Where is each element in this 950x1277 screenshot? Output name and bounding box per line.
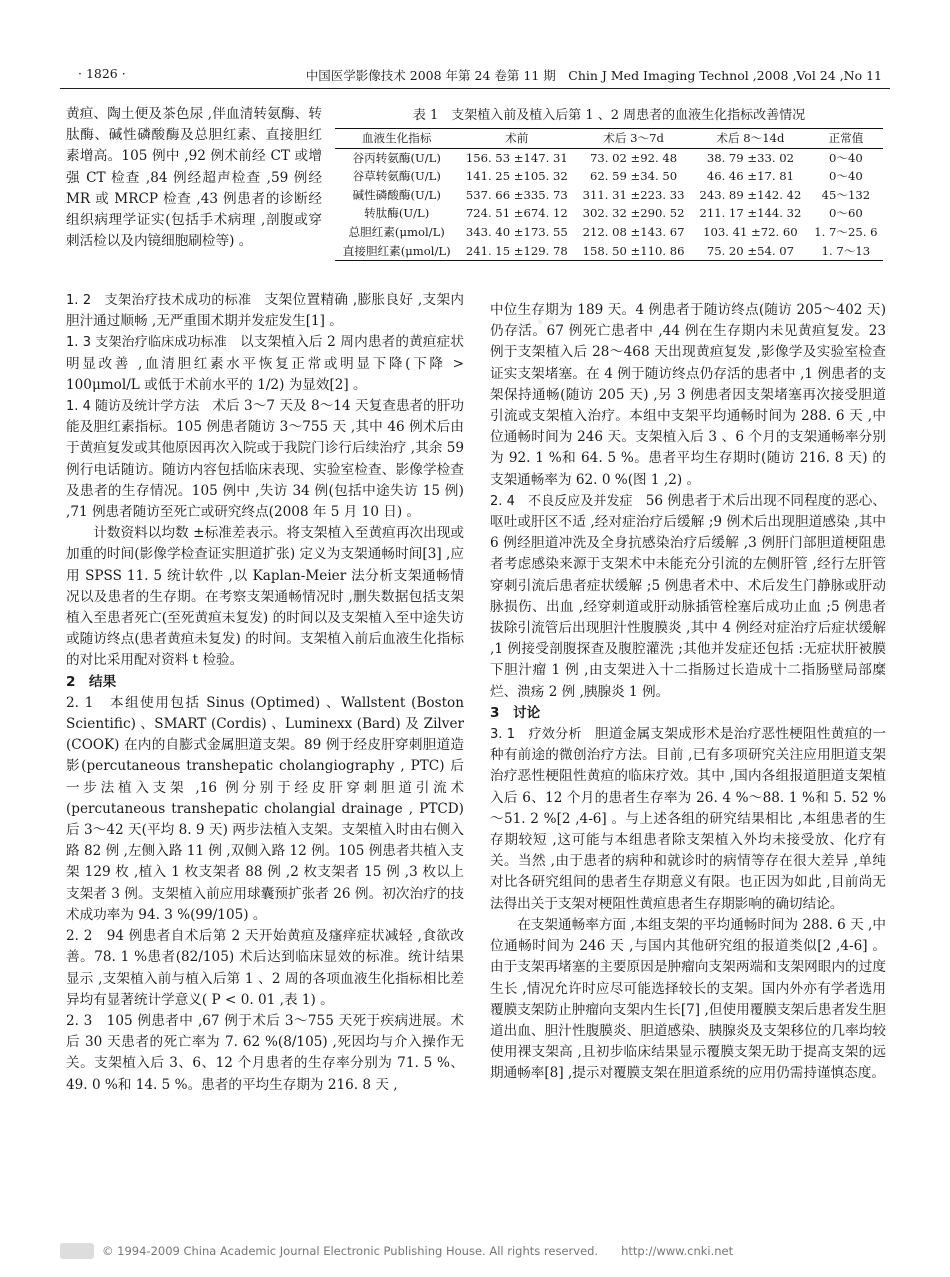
table-cell: 碱性磷酸酶(U/L) [352,187,441,202]
copyright-footer [60,1243,890,1259]
table-row [335,167,883,186]
section-1-3 [66,332,464,396]
section-2-4-body: 56 例患者于术后出现不同程度的恶心、呕吐或肝区不适 ,经对症治疗后缓解 ;9 例术后出现胆道感染 ,其中 6 例经胆道冲洗及全身抗感染治疗后缓解 ,3 例肝门部胆道梗阻患者考虑感染来源于支架术中未能充分引流的左侧肝管 ,经行左肝管穿刺引流后患者症状缓解 ;5 例患者术中、术后发生门静脉或肝动脉损伤、出血 ,经穿刺道或肝动脉插管栓塞后成功止血 ;5 例患者拔除引流管后出现胆汁性腹膜炎 ,其中 4 例经对症治疗后症状缓解 ,1 例接受剖腹探查及腹腔灌洗 ;其他并发症还包括 :无症状肝被膜下胆汁瘤 1 例 ,由支架进入十二指肠过长造成十二指肠壁局部糜烂、溃疡 2 例 ,胰腺炎 1 例。 [490,492,886,700]
section-1-3-heading: 1. 3 支架治疗临床成功标准 [66,335,241,351]
section-3-heading: 3 讨论 [490,704,541,721]
table-cell: 45～132 [821,187,871,202]
table-cell: 537. 66 ±335. 73 [465,187,568,202]
section-2-1: 2. 1 本组使用包括 Sinus (Optimed) 、Wallstent (Boston Scientific) 、SMART (Cordis) 、Luminexx (Bard) 及 Zilver (COOK) 在内的自膨式金属胆道支架。89 例于经皮肝穿刺胆道造影(percutaneous transhepatic cholangiography , PTC) 后一步法植入支架 ,16 例分别于经皮肝穿刺胆道引流术(percutaneous transhepatic cholangial drainage , PTCD) 后 3～42 天(平均 8. 9 天) 两步法植入支架。支架植入时由右侧入路 82 例 ,左侧入路 11 例 ,双侧入路 12 例。105 例患者共植入支架 129 枚 ,植入 1 枚支架者 88 例 ,2 枚支架者 15 例 ,3 枚以上支架者 3 例。支架植入前应用球囊预扩张者 26 例。初次治疗的技术成功率为 94. 3 %(99/105) 。 [66,694,464,923]
table-cell: 73. 02 ±92. 48 [590,150,678,165]
table-cell: 158. 50 ±110. 86 [575,242,692,261]
table-row [335,204,883,223]
section-3-1 [490,724,886,915]
table-cell: 241. 15 ±129. 78 [458,242,575,261]
section-1-4 [66,396,464,523]
table-header-cell: 正常值 [809,129,883,149]
table-cell: 724. 51 ±674. 12 [465,206,568,221]
table-cell: 103. 41 ±72. 60 [703,224,798,239]
table-header-cell: 术前 [458,129,575,149]
left-column-top [66,104,322,252]
table-header-cell: 术后 8～14d [692,129,809,149]
biochem-table [335,128,883,261]
table-cell: 141. 25 ±105. 32 [465,169,568,184]
section-3-1-heading: 3. 1 疗效分析 [490,727,596,743]
table-cell: 211. 17 ±144. 32 [699,206,802,221]
table-cell: 1. 7～13 [809,242,883,261]
section-1-2-body: 支架位置精确 ,膨胀良好 ,支架内胆汁通过顺畅 ,无严重围术期并发症发生[1] 。 [66,292,464,330]
table-header-row [335,129,883,149]
section-2-4 [490,491,886,703]
page-number: · 1826 · [78,66,126,81]
table-cell: 243. 89 ±142. 42 [699,187,802,202]
table-cell: 谷丙转氨酶(U/L) [352,150,441,165]
table-row [335,148,883,167]
table-cell: 62. 59 ±34. 50 [590,169,678,184]
table-cell: 直接胆红素(μmol/L) [335,242,458,261]
section-1-4-heading: 1. 4 随访及统计学方法 [66,399,213,415]
table-cell: 38. 79 ±33. 02 [706,150,794,165]
section-1-2-heading: 1. 2 支架治疗技术成功的标准 [66,293,265,308]
table-cell: 343. 40 ±173. 55 [465,224,568,239]
table-cell: 总胆红素(μmol/L) [348,224,445,239]
table-cell: 转肽酶(U/L) [364,206,430,221]
table-header-cell: 血液生化指标 [335,129,458,149]
table-title: 表 1 支架植入前及植入后第 1 、2 周患者的血液生化指标改善情况 [412,108,806,123]
section-2-3-continued: 中位生存期为 189 天。4 例患者于随访终点(随访 205～402 天) 仍存活。67 例死亡患者中 ,44 例在生存期内未见黄疸复发。23 例于支架植入后 28～468 天出现黄疸复发 ,影像学及实验室检查证实支架堵塞。在 4 例于随访终点仍存活的患者中 ,1 例患者的支架保持通畅(随访 205 天) ,另 3 例患者因支架堵塞再次接受胆道引流或支架植入治疗。本组中支架平均通畅时间为 288. 6 天 ,中位通畅时间为 246 天。支架植入后 3 、6 个月的支架通畅率分别为 92. 1 %和 64. 5 %。患者平均生存期时(随访 216. 8 天) 的支架通畅率为 62. 0 %(图 1 ,2) 。 [490,302,886,488]
table-row [335,186,883,205]
table-cell: 311. 31 ±223. 33 [582,187,685,202]
cnki-logo-icon [60,1243,94,1259]
journal-citation: 中国医学影像技术 2008 年第 24 卷第 11 期 Chin J Med Imaging Technol ,2008 ,Vol 24 ,No 11 [305,68,882,83]
table-cell: 75. 20 ±54. 07 [692,242,809,261]
table-cell: 1. 7～25. 6 [814,224,878,239]
table-row [335,223,883,242]
section-2-3: 2. 3 105 例患者中 ,67 例于术后 3～755 天死于疾病进展。术后 30 天患者的死亡率为 7. 62 %(8/105) ,死因均与介入操作无关。支架植入后 3、6、12 个月患者的生存率分别为 71. 5 %、49. 0 %和 14. 5 %。患者的平均生存期为 216. 8 天 , [66,1012,464,1093]
watermark: ····· [504,291,576,353]
intro-paragraph: 黄疸、陶土便及茶色尿 ,伴血清转氨酶、转肽酶、碱性磷酸酶及总胆红素、直接胆红素增高。105 例中 ,92 例术前经 CT 或增强 CT 检查 ,84 例经超声检查 ,59 例经 MR 或 MRCP 检查 ,43 例患者的诊断经组织病理学证实(包括手术病理 ,剖腹或穿刺活检以及内镜细胞刷检等) 。 [66,106,322,250]
section-3-1-body: 胆道金属支架成形术是治疗恶性梗阻性黄疸的一种有前途的微创治疗方法。目前 ,已有多项研究关注应用胆道支架治疗恶性梗阻性黄疸的临床疗效。其中 ,国内各组报道胆道支架植入后 6、12 个月的患者生存率为 26. 4 %～88. 1 %和 5. 52 %～51. 2 %[2 ,4-6] 。与上述各组的研究结果相比 ,本组患者的生存期较短 ,这可能与本组患者除支架植入外均未接受放、化疗有关。当然 ,由于患者的病种和就诊时的病情等存在很大差异 ,单纯对比各研究组间的患者生存期意义有限。也正因为如此 ,目前尚无法得出关于支架对梗阻性黄疸患者生存期影响的确切结论。 [490,726,886,912]
table-cell: 0～60 [829,206,863,221]
table-row [335,242,883,261]
table-cell: 谷草转氨酶(U/L) [352,169,441,184]
right-column [490,300,886,1085]
section-1-3-body: 以支架植入后 2 周内患者的黄疸症状明显改善 ,血清胆红素水平恢复正常或明显下降(下降 > 100μmol/L 或低于术前水平的 1/2) 为显效[2] 。 [66,334,464,393]
table-cell: 156. 53 ±147. 31 [465,150,568,165]
copyright-text: © 1994-2009 China Academic Journal Electronic Publishing House. All rights reserved. http://www.cnki.net [102,1244,734,1258]
table-cell: 0～40 [829,169,863,184]
table-header-cell: 术后 3～7d [575,129,692,149]
patency-paragraph: 在支架通畅率方面 ,本组支架的平均通畅时间为 288. 6 天 ,中位通畅时间为 246 天 ,与国内其他研究组的报道类似[2 ,4-6] 。由于支架再堵塞的主要原因是肿瘤向支架两端和支架网眼内的过度生长 ,情况允许时应尽可能选择较长的支架。国内外亦有学者选用覆膜支架防止肿瘤向支架内生长[7] ,但使用覆膜支架后患者发生胆道出血、胆汁性腹膜炎、胆道感染、胰腺炎及支架移位的几率均较使用裸支架高 ,且初步临床结果显示覆膜支架无助于提高支架的远期通畅率[8] ,提示对覆膜支架在胆道系统的应用仍需持谨慎态度。 [490,916,886,1082]
section-2-4-heading: 2. 4 不良反应及并发症 [490,493,646,509]
table-cell: 302. 32 ±290. 52 [582,206,685,221]
section-1-2 [66,290,464,332]
table-cell: 0～40 [829,150,863,165]
left-column [66,290,464,1096]
header-rule [60,88,890,89]
table-cell: 46. 46 ±17. 81 [706,169,794,184]
statistics-paragraph: 计数资料以均数 ±标准差表示。将支架植入至黄疸再次出现或加重的时间(影像学检查证实胆道扩张) 定义为支架通畅时间[3] ,应用 SPSS 11. 5 统计软件 ,以 Kaplan-Meier 法分析支架通畅情况以及患者的生存期。在考察支架通畅情况时 ,删失数据包括支架植入至患者死亡(至死黄疸未复发) 的时间以及支架植入至中途失访或随访终点(患者黄疸未复发) 的时间。支架植入前后血液生化指标的对比采用配对资料 t 检验。 [66,525,464,669]
section-1-4-body: 术后 3～7 天及 8～14 天复查患者的肝功能及胆红素指标。105 例患者随访 3～755 天 ,其中 46 例术后由于黄疸复发或其他原因再次入院或于我院门诊行后续治疗 ,其余 59 例行电话随访。随访内容包括临床表现、实验室检查、影像学检查及患者的生存情况。105 例中 ,失访 34 例(包括中途失访 15 例) ,71 例患者随访至死亡或研究终点(2008 年 5 月 10 日) 。 [66,398,464,521]
table-cell: 212. 08 ±143. 67 [582,224,685,239]
section-2-heading: 2 结果 [66,673,117,690]
running-header [60,66,890,86]
section-2-2: 2. 2 94 例患者自术后第 2 天开始黄疸及瘙痒症状减轻 ,食欲改善。78. 1 %患者(82/105) 术后达到临床显效的标准。统计结果显示 ,支架植入前与植入后第 1 、2 周的各项血液生化指标相比差异均有显著统计学意义( P < 0. 01 ,表 1) 。 [66,928,464,1008]
